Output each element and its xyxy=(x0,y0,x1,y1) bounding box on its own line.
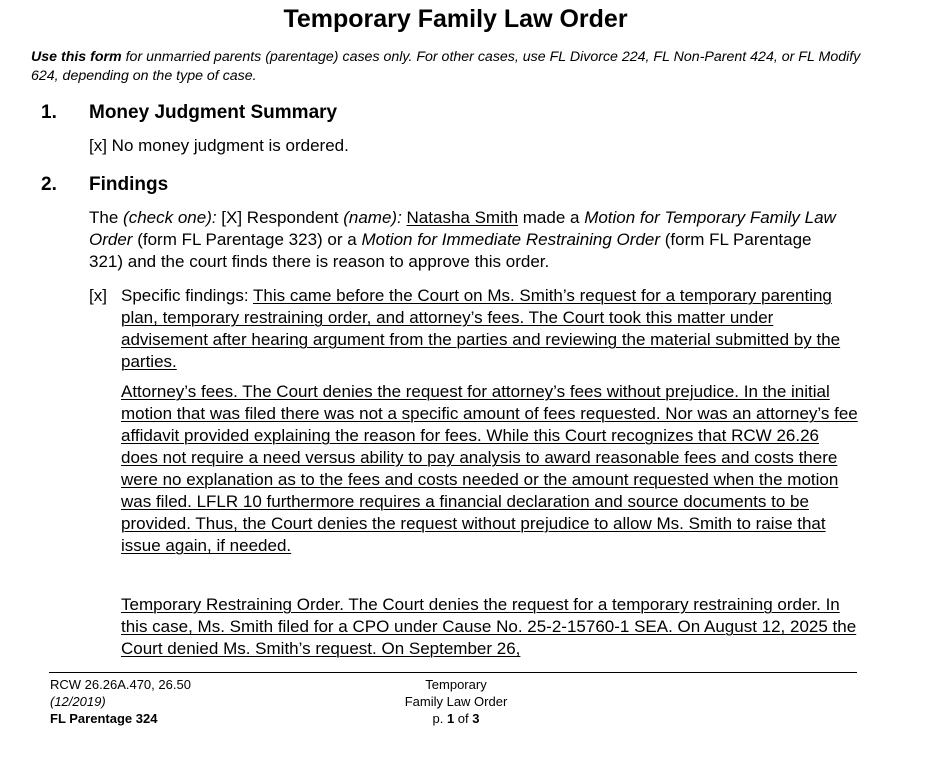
page-of: of xyxy=(454,711,473,726)
footer-statute: RCW 26.26A.470, 26.50 xyxy=(50,677,191,692)
findings-paragraph xyxy=(89,207,849,273)
section-1-number: 1. xyxy=(41,102,57,123)
restraining-order-paragraph xyxy=(121,594,859,660)
section-2-heading: Findings xyxy=(89,174,169,195)
footer-form-id: FL Parentage 324 xyxy=(50,711,158,726)
footer-form-title-2: Family Law Order xyxy=(404,694,508,709)
specific-findings-paragraph xyxy=(121,285,859,373)
specific-findings-label: Specific findings: xyxy=(121,286,253,305)
page-number xyxy=(356,710,556,727)
attorney-fees-text: Attorney’s fees. The Court denies the request for attorney’s fees without prejudice. In the initial motion that was filed there was not a specific amount of fees requested. Nor was an attorney’s fee affidavit provided explaining the reason for fees. While this Court recognizes that RCW 26.26 does not require a need versus ability to pay analysis to award reasonable fees and costs there were no explanation as to the fees and costs needed or the amount requested when the motion was filed. LFLR 10 furthermore requires a financial declaration and source documents to be provided. Thus, the Court denies the request without prejudice to allow Ms. Smith to raise that issue again, if needed. xyxy=(121,382,858,555)
section-2-number: 2. xyxy=(41,174,57,195)
page-prefix: p. xyxy=(432,711,447,726)
specific-findings-checkbox: [x] xyxy=(89,286,107,305)
footer-divider xyxy=(49,672,857,673)
findings-italic: (name): xyxy=(343,208,402,227)
respondent-name: Natasha Smith xyxy=(406,208,519,227)
motion-title: Motion for Temporary Family Law Order xyxy=(89,208,836,249)
findings-text: The xyxy=(89,208,124,227)
specific-findings-text: This came before the Court on Ms. Smith’s request for a temporary parenting plan, temporary restraining order, and attorney’s fees. The Court took this matter under advisement after hearing argument from the parties and reviewing the material submitted by the parties. xyxy=(121,286,841,371)
findings-text: [X] Respondent xyxy=(216,208,344,227)
attorney-fees-paragraph xyxy=(121,381,859,557)
instructions-text: for unmarried parents (parentage) cases only. For other cases, use FL Divorce 224, FL Non-Parent 424, or FL Modify 624, depending on the type of case. xyxy=(31,49,861,84)
page-total: 3 xyxy=(472,711,480,726)
instructions-emphasis: Use this form xyxy=(31,49,122,65)
restraining-order-text: Temporary Restraining Order. The Court denies the request for a temporary restraining order. In this case, Ms. Smith filed for a CPO under Cause No. 25-2-15760-1 SEA. On August 12, 2025 the Court denied Ms. Smith’s request. On September 26, xyxy=(121,595,857,658)
section-1-heading: Money Judgment Summary xyxy=(89,102,338,123)
footer-date: (12/2019) xyxy=(50,694,106,709)
findings-italic: (check one): xyxy=(123,208,217,227)
form-instructions xyxy=(31,48,871,86)
money-judgment-item: [x] No money judgment is ordered. xyxy=(89,136,349,155)
findings-text: made a xyxy=(518,208,585,227)
page-current: 1 xyxy=(446,711,455,726)
footer-form-title-1: Temporary xyxy=(425,677,487,692)
motion-title: Motion for Immediate Restraining Order xyxy=(361,230,661,249)
page-title: Temporary Family Law Order xyxy=(283,5,628,33)
findings-text: (form FL Parentage 323) or a xyxy=(132,230,362,249)
footer-left xyxy=(50,676,191,727)
findings-text: (form FL Parentage 321) and the court finds there is reason to approve this order. xyxy=(89,230,812,271)
footer-center xyxy=(356,676,556,727)
